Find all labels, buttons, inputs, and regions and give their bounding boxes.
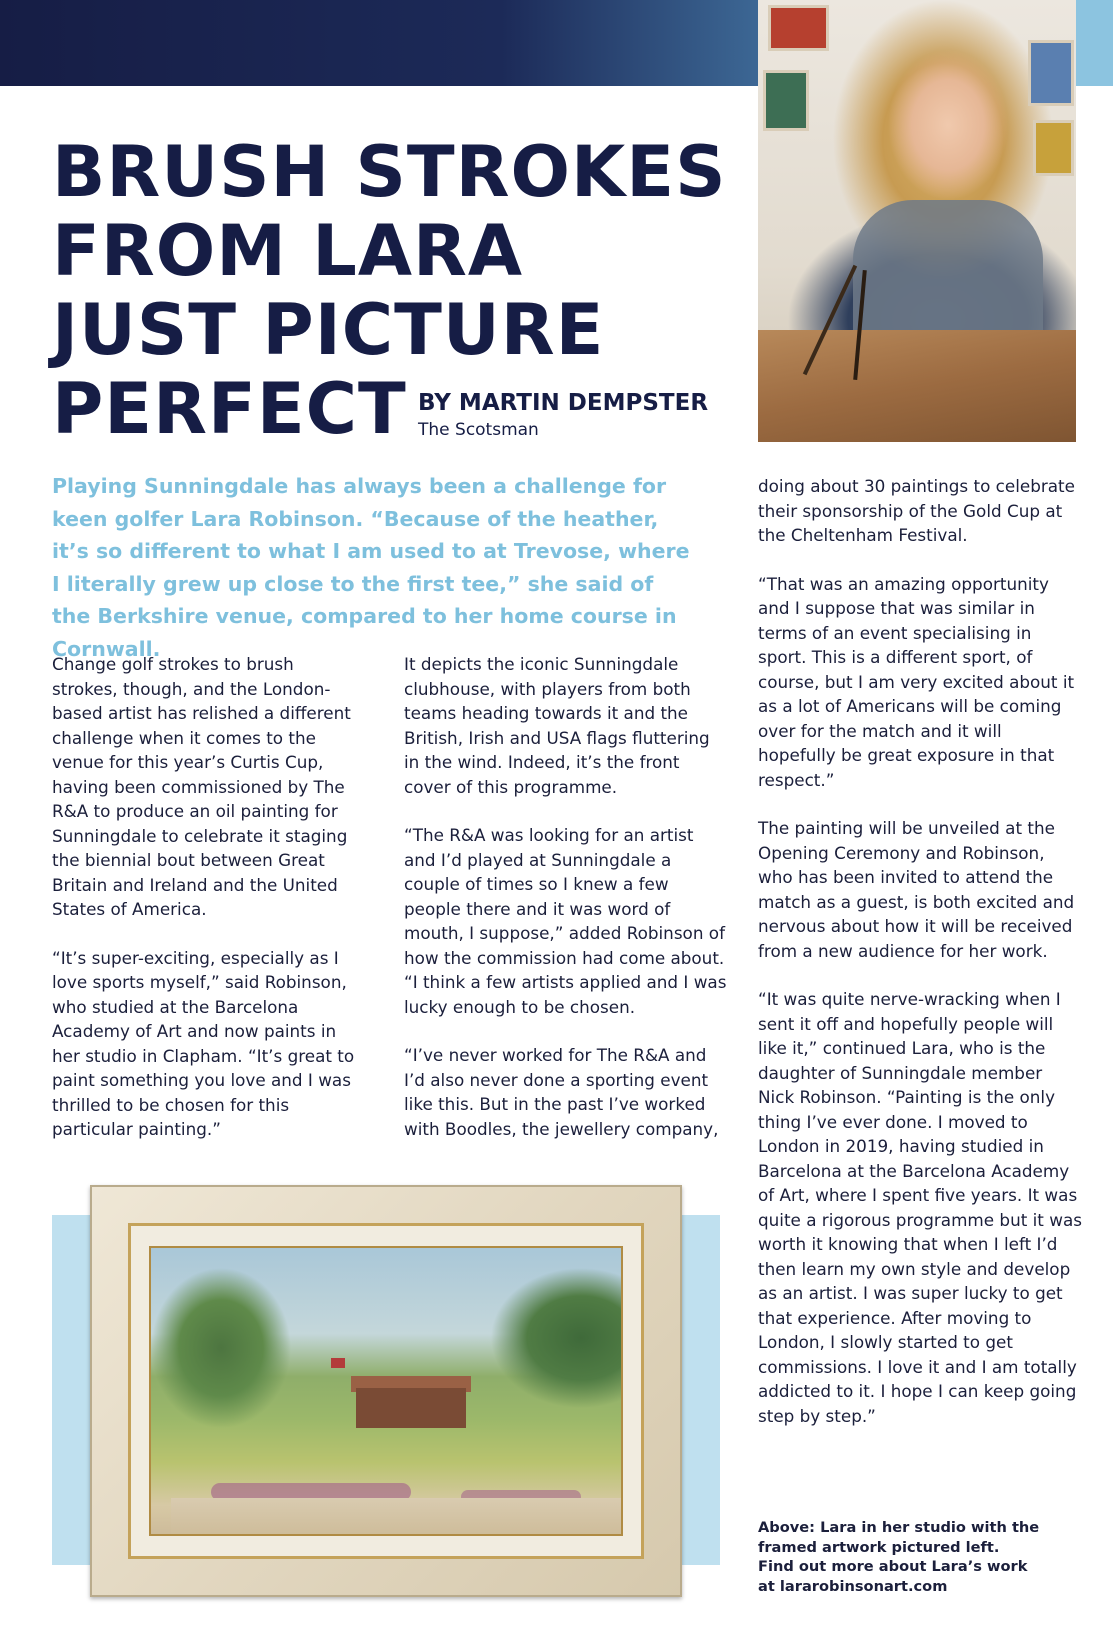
framed-artwork [90,1185,682,1597]
body-paragraph: It depicts the iconic Sunningdale clubhouse, with players from both teams heading towards it and the British, Irish and USA flags fluttering in the wind. Indeed, it’s the front cover of this programme. [404,654,710,797]
clubhouse [356,1388,466,1428]
byline: BY MARTIN DEMPSTER [418,390,709,416]
wall-painting [763,70,809,131]
bunker [171,1498,621,1536]
body-paragraph: “It’s super-exciting, especially as I love sports myself,” said Robinson, who studied at the Barcelona Academy of Art and now paints in her studio in Clapham. “It’s great to paint something you love and I was thrilled to be chosen for this particular painting.” [52,947,355,1139]
artwork-mount [128,1223,644,1559]
intro-paragraph: Playing Sunningdale has always been a challenge for keen golfer Lara Robinson. “Because of the heather, it’s so different to what I am used to at Trevose, where I literally grew up close to the first tee,” she said of the Berkshire venue, compared to her home course in Cornwall. [52,474,690,661]
body-paragraph: doing about 30 paintings to celebrate their sponsorship of the Gold Cup at the Cheltenham Festival. [758,476,1075,545]
apron [853,200,1043,340]
body-column-1 [52,652,357,1166]
top-right-accent [1076,0,1113,86]
wall-painting [1028,40,1074,106]
headline-line: BRUSH STROKES [52,131,727,213]
caption-line: framed artwork pictured left. [758,1538,1000,1556]
body-paragraph: “The R&A was looking for an artist and I’d played at Sunningdale a couple of times so I knew a few people there and it was word of mouth, I suppose,” added Robinson of how the commission had come about. “I think a few artists applied and I was lucky enough to be chosen. [404,825,727,1017]
body-paragraph: The painting will be unveiled at the Opening Ceremony and Robinson, who has been invited to attend the match as a guest, is both excited and nervous about how it will be received from a new audience for her work. [758,818,1075,961]
headline-line: JUST PICTURE [52,289,605,371]
photo-caption [758,1518,1088,1596]
paint-palette [758,330,1076,442]
flag [331,1358,345,1368]
caption-line: Above: Lara in her studio with the [758,1519,1040,1536]
byline-source: The Scotsman [418,420,539,440]
wall-painting [1033,120,1074,176]
body-paragraph: “That was an amazing opportunity and I suppose that was similar in terms of an event specialising in sport. This is a different sport, of course, but I am very excited about it as a lot of Americans will be coming over for the match and it will hopefully be great exposure in that respect.” [758,573,1075,790]
artist-photo [758,0,1076,442]
caption-line: at lararobinsonart.com [758,1577,948,1595]
caption-line: Find out more about Lara’s work [758,1558,1028,1575]
sunningdale-painting [149,1246,623,1536]
headline-line: FROM LARA [52,210,524,292]
body-paragraph: Change golf strokes to brush strokes, though, and the London-based artist has relished a different challenge when it comes to the venue for this year’s Curtis Cup, having been commissioned by The R&A to produce an oil painting for Sunningdale to celebrate it staging the biennial bout between Great Britain and Ireland and the United States of America. [52,654,351,919]
body-column-2 [404,652,729,1165]
body-paragraph: “I’ve never worked for The R&A and I’d also never done a sporting event like this. But in the past I’ve worked with Boodles, the jewellery company, [404,1045,719,1139]
headline-line: PERFECT [52,368,407,450]
wall-painting [768,5,829,51]
body-column-3 [758,474,1083,1452]
body-paragraph: “It was quite nerve-wracking when I sent it off and hopefully people will like it,” continued Lara, who is the daughter of Sunningdale member Nick Robinson. “Painting is the only thing I’ve ever done. I moved to London in 2019, having studied in Barcelona at the Barcelona Academy of Art, where I spent five years. It was quite a rigorous programme but it was worth it knowing that when I left I’d then learn my own style and develop as an artist. I was super lucky to get that experience. After moving to London, I slowly started to get commissions. I love it and I am totally addicted to it. I hope I can keep going step by step.” [758,989,1082,1426]
